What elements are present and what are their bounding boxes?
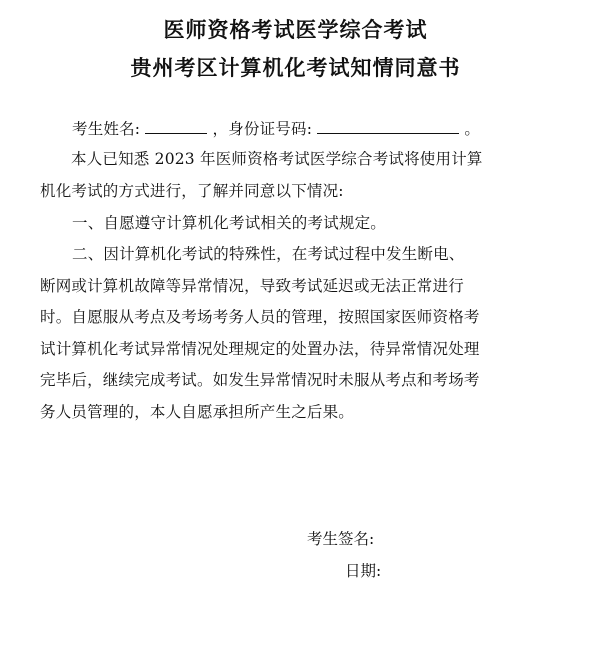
- document-title-line2: 贵州考区计算机化考试知情同意书: [130, 56, 461, 80]
- paragraph-line: 二、因计算机化考试的特殊性，在考试过程中发生断电、: [72, 245, 465, 263]
- paragraph-line: 完毕后，继续完成考试。如发生异常情况时未服从考点和考场考: [40, 371, 480, 389]
- paragraph-line: 机化考试的方式进行，了解并同意以下情况:: [40, 182, 344, 200]
- paragraph-line: 试计算机化考试异常情况处理规定的处置办法，待异常情况处理: [40, 340, 480, 358]
- paragraph-line: 一、自愿遵守计算机化考试相关的考试规定。: [72, 214, 387, 232]
- id-number-blank: [317, 119, 459, 134]
- signature-label: 考生签名:: [307, 530, 375, 548]
- name-blank: [145, 119, 207, 134]
- candidate-info-line: [72, 118, 480, 140]
- paragraph-line: 断网或计算机故障等异常情况，导致考试延迟或无法正常进行: [40, 277, 464, 295]
- paragraph-line: 时。自愿服从考点及考场考务人员的管理，按照国家医师资格考: [40, 308, 480, 326]
- date-label: 日期:: [345, 562, 382, 580]
- name-label: 考生姓名:: [72, 120, 141, 138]
- paragraph-line: 本人已知悉 2023 年医师资格考试医学综合考试将使用计算: [71, 150, 483, 168]
- end-mark: 。: [464, 120, 481, 138]
- document-title-line1: 医师资格考试医学综合考试: [163, 18, 428, 42]
- paragraph-line: 务人员管理的，本人自愿承担所产生之后果。: [40, 403, 355, 421]
- id-number-label: ，身份证号码:: [212, 120, 313, 138]
